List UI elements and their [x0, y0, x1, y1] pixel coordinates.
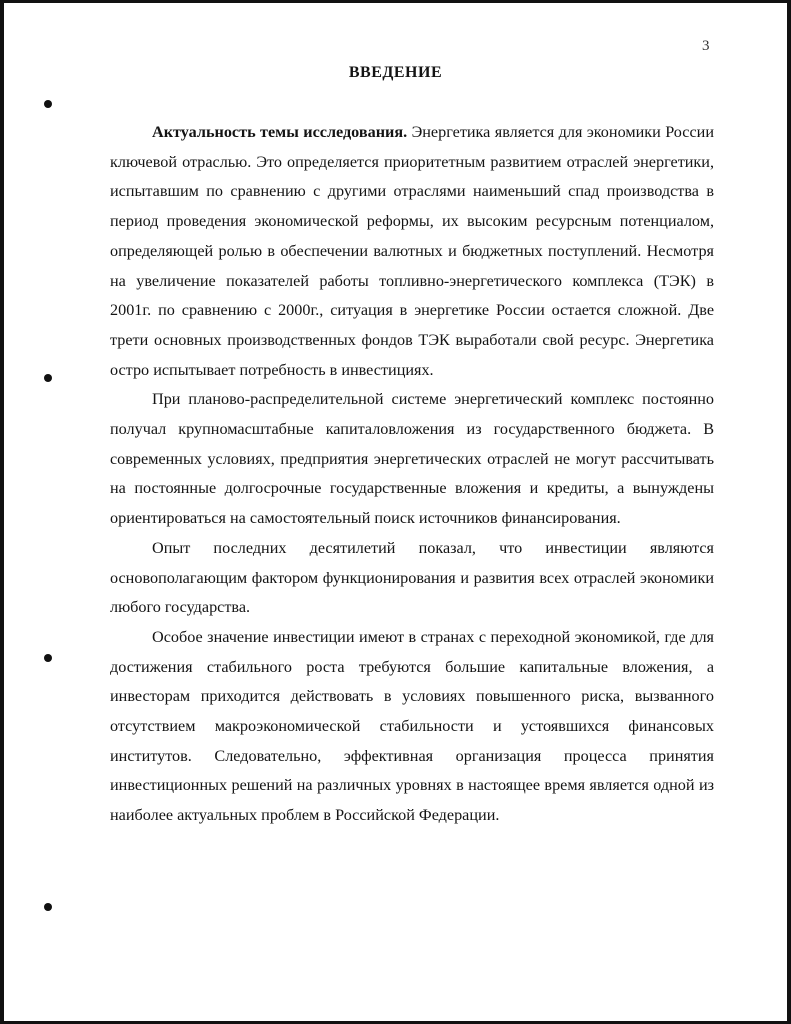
punch-hole-mark — [44, 100, 52, 108]
paragraph-relevance — [110, 118, 714, 385]
paragraph-lead: Актуальность темы исследования. — [152, 123, 408, 141]
paragraph: Особое значение инвестиции имеют в странах с переходной экономикой, где для достижения стабильного роста требуются большие капитальные вложения, а инвесторам приходится действовать в условиях повышенного риска, вызванного отсутствием макроэкономической стабильности и устоявшихся финансовых институтов. Следовательно, эффективная организация процесса принятия инвестиционных решений на различных уровнях в настоящее время является одной из наиболее актуальных проблем в Российской Федерации. — [110, 627, 714, 825]
paragraph-text: Энергетика является для экономики России ключевой отраслью. Это определяется приоритетным развитием отраслей энергетики, испытавшим по сравнению с другими отраслями наименьший спад производства в период проведения экономической реформы, их высоким ресурсным потенциалом, определяющей ролью в обеспечении валютных и бюджетных поступлений. Несмотря на увеличение показателей работы топливно-энергетического комплекса (ТЭК) в 2001г. по сравнению с 2000г., ситуация в энергетике России остается сложной. Две трети основных производственных фондов ТЭК выработали свой ресурс. Энергетика остро испытывает потребность в инвестициях. — [110, 123, 714, 379]
scan-border-right — [787, 0, 791, 1024]
paragraph: Опыт последних десятилетий показал, что инвестиции являются основополагающим фактором функционирования и развития всех отраслей экономики любого государства. — [110, 538, 714, 617]
scan-border-top — [0, 0, 791, 3]
page-number: 3 — [702, 38, 710, 54]
punch-hole-mark — [44, 903, 52, 911]
paragraph: При планово-распределительной системе энергетический комплекс постоянно получал крупномасштабные капиталовложения из государственного бюджета. В современных условиях, предприятия энергетических отраслей не могут рассчитывать на постоянные долгосрочные государственные вложения и кредиты, а вынуждены ориентироваться на самостоятельный поиск источников финансирования. — [110, 390, 714, 528]
document-body — [110, 118, 714, 831]
page-title: ВВЕДЕНИЕ — [348, 64, 443, 81]
scan-border-left — [0, 0, 4, 1024]
punch-hole-mark — [44, 654, 52, 662]
punch-hole-mark — [44, 374, 52, 382]
